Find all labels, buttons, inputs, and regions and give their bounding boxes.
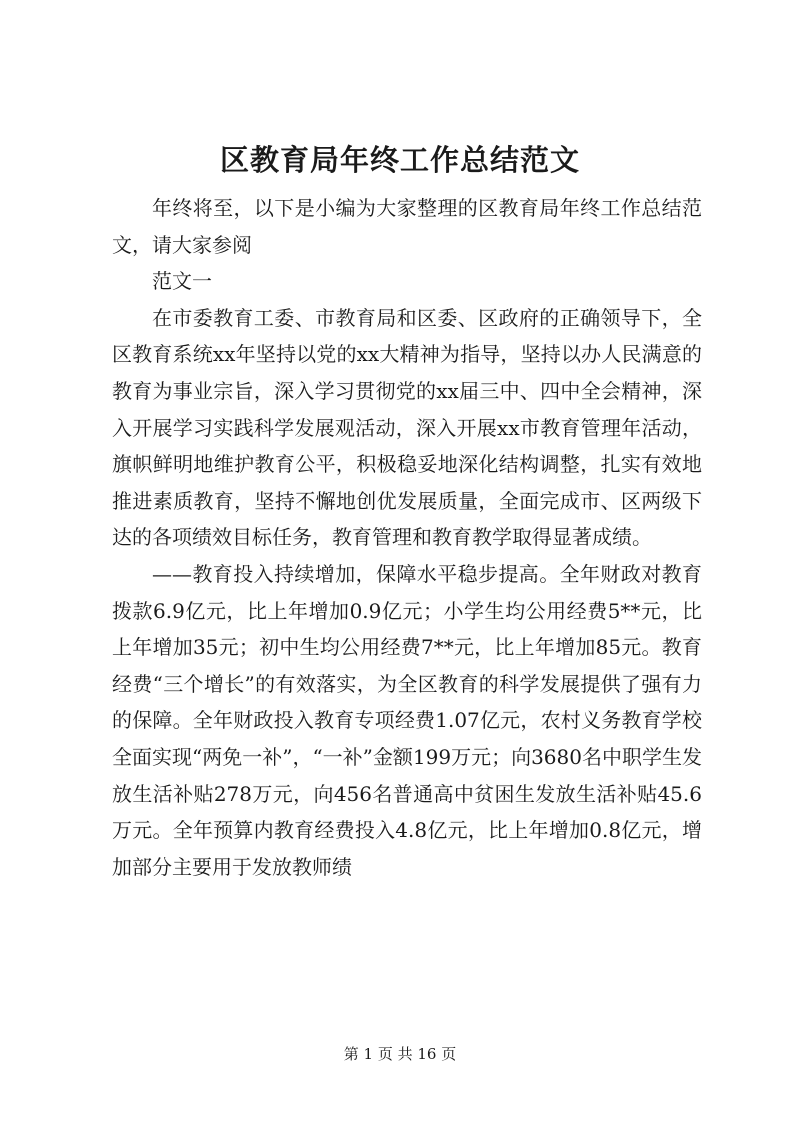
body-paragraph: 在市委教育工委、市教育局和区委、区政府的正确领导下，全区教育系统xx年坚持以党的xx大精神为指导，坚持以办人民满意的教育为事业宗旨，深入学习贯彻党的xx届三中、四中全会精神，深入开展学习实践科学发展观活动，深入开展xx市教育管理年活动，旗帜鲜明地维护教育公平，积极稳妥地深化结构调整，扎实有效地推进素质教育，坚持不懈地创优发展质量，全面完成市、区两级下达的各项绩效目标任务，教育管理和教育教学取得显著成绩。 xyxy=(112,305,702,550)
document-title: 区教育局年终工作总结范文 xyxy=(219,143,580,177)
section-heading: 范文一 xyxy=(152,269,212,294)
intro-paragraph: 年终将至，以下是小编为大家整理的区教育局年终工作总结范文，请大家参阅 xyxy=(112,196,702,257)
body-paragraph: ——教育投入持续增加，保障水平稳步提高。全年财政对教育拨款6.9亿元，比上年增加0.9亿元；小学生均公用经费5**元，比上年增加35元；初中生均公用经费7**元，比上年增加85元。教育经费“三个增长”的有效落实，为全区教育的科学发展提供了强有力的保障。全年财政投入教育专项经费1.07亿元，农村义务教育学校全面实现“两免一补”，“一补”金额199万元；向3680名中职学生发放生活补贴278万元，向456名普通高中贫困生发放生活补贴45.6万元。全年预算内教育经费投入4.8亿元，比上年增加0.8亿元，增加部分主要用于发放教师绩 xyxy=(112,561,702,879)
document-body xyxy=(112,190,702,885)
page-number-footer: 第 1 页 共 16 页 xyxy=(343,1045,457,1063)
